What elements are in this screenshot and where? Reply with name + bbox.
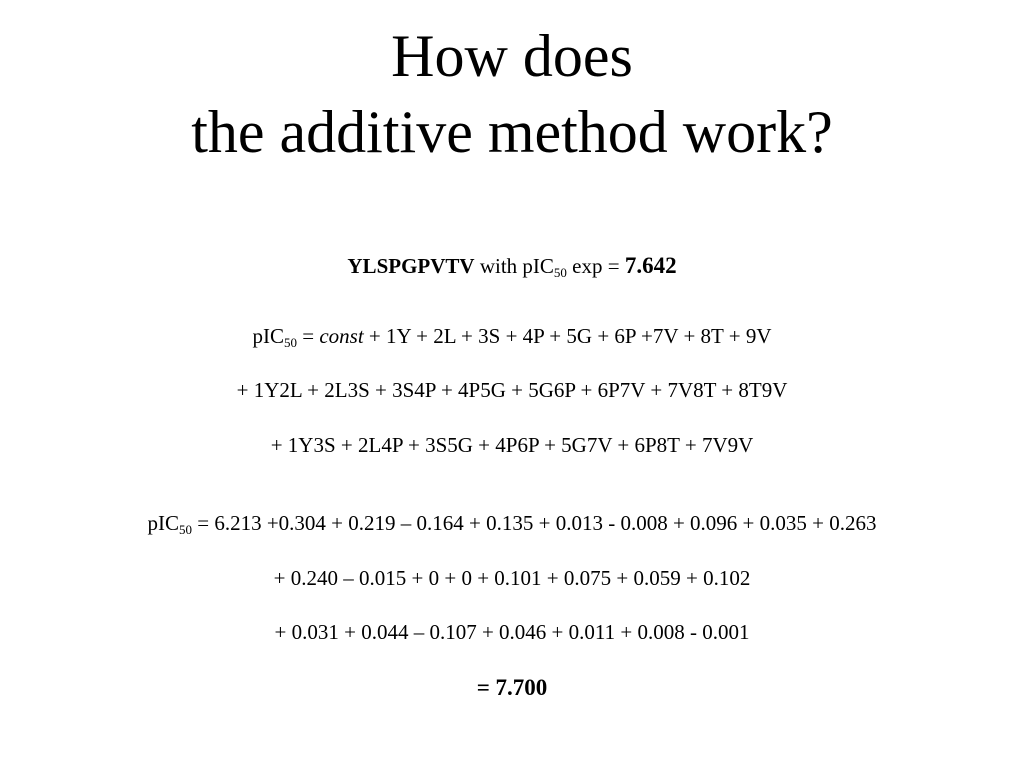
peptide-subscript: 50 [553, 265, 567, 280]
equation-equals: = [297, 324, 320, 348]
calculation-lhs: pIC [147, 511, 179, 535]
peptide-line [0, 252, 1024, 280]
peptide-with-text: with pIC [474, 254, 554, 278]
equation-lhs: pIC [252, 324, 284, 348]
slide-title-line-1: How does [391, 23, 633, 89]
peptide-exp-text: exp = [566, 254, 625, 278]
equation-row-3: + 1Y3S + 2L4P + 3S5G + 4P6P + 5G7V + 6P8T + 7V9V [270, 433, 754, 457]
equation-row-1 [0, 322, 1024, 350]
equation-row-1-terms: + 1Y + 2L + 3S + 4P + 5G + 6P +7V + 8T + 9V [363, 324, 772, 348]
peptide-exp-value: 7.642 [624, 253, 677, 278]
slide-title-line-2: the additive method work? [191, 99, 833, 165]
calculation-row-2: + 0.240 – 0.015 + 0 + 0 + 0.101 + 0.075 + 0.059 + 0.102 [273, 566, 751, 590]
equation-lhs-subscript: 50 [284, 335, 297, 350]
calculation-row-1 [0, 509, 1024, 537]
equation-const: const [319, 324, 364, 348]
calculation-row-3: + 0.031 + 0.044 – 0.107 + 0.046 + 0.011 + 0.008 - 0.001 [274, 620, 750, 644]
calculation-lhs-subscript: 50 [179, 522, 192, 537]
calculation-row-1-terms: = 6.213 +0.304 + 0.219 – 0.164 + 0.135 + 0.013 - 0.008 + 0.096 + 0.035 + 0.263 [192, 511, 877, 535]
peptide-sequence: YLSPGPVTV [347, 254, 475, 278]
equation-row-2: + 1Y2L + 2L3S + 3S4P + 4P5G + 5G6P + 6P7V + 7V8T + 8T9V [236, 378, 788, 402]
calculation-result: = 7.700 [476, 675, 548, 700]
